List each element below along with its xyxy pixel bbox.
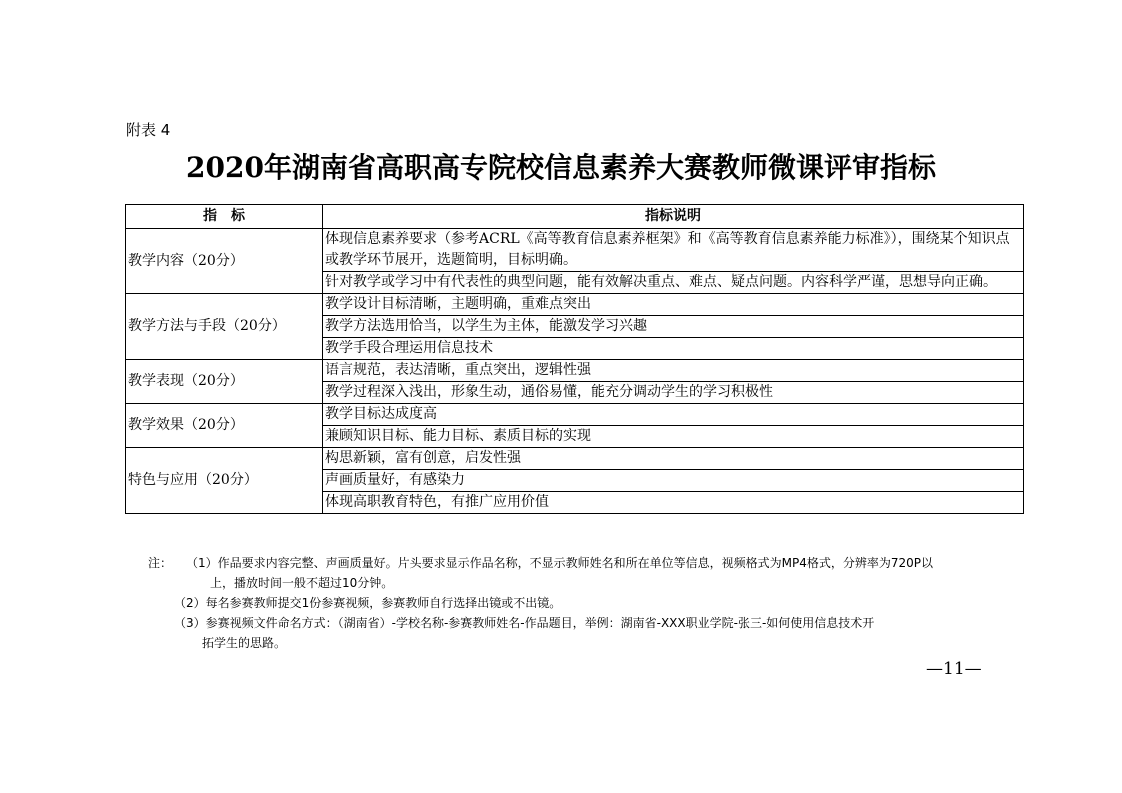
description-cell: 构思新颖，富有创意，启发性强 [323, 448, 1024, 470]
note-3-line-1: （3）参赛视频文件命名方式：（湖南省）-学校名称-参赛教师姓名-作品题目，举例：湖南省-XXX职业学院-张三-如何使用信息技术开 [174, 616, 875, 630]
note-3-line-2: 拓学生的思路。 [202, 636, 287, 650]
note-1-line-1 [148, 553, 978, 573]
table-row [126, 404, 1024, 426]
page-number: —11— [926, 659, 982, 679]
description-cell: 针对教学或学习中有代表性的典型问题，能有效解决重点、难点、疑点问题。内容科学严谨，思想导向正确。 [323, 272, 1024, 294]
note-1-text: （1）作品要求内容完整、声画质量好。片头要求显示作品名称，不显示教师姓名和所在单位等信息，视频格式为MP4格式，分辨率为720P以 [186, 556, 934, 570]
description-cell: 体现高职教育特色，有推广应用价值 [323, 492, 1024, 514]
header-description: 指标说明 [323, 205, 1024, 229]
category-cell: 教学效果（20分） [126, 404, 323, 448]
description-cell: 语言规范，表达清晰，重点突出，逻辑性强 [323, 360, 1024, 382]
note-2: （2）每名参赛教师提交1份参赛视频，参赛教师自行选择出镜或不出镜。 [174, 596, 562, 610]
table-header-row [126, 205, 1024, 229]
header-criteria: 指 标 [126, 205, 323, 229]
description-cell: 教学方法选用恰当，以学生为主体，能激发学习兴趣 [323, 316, 1024, 338]
appendix-label: 附表 4 [126, 121, 171, 139]
category-cell: 特色与应用（20分） [126, 448, 323, 514]
description-cell: 教学手段合理运用信息技术 [323, 338, 1024, 360]
description-cell: 声画质量好，有感染力 [323, 470, 1024, 492]
notes-section [148, 553, 978, 653]
note-1-line-2: 上，播放时间一般不超过10分钟。 [210, 576, 394, 590]
description-cell: 教学设计目标清晰，主题明确，重难点突出 [323, 294, 1024, 316]
category-cell: 教学内容（20分） [126, 229, 323, 294]
category-cell: 教学表现（20分） [126, 360, 323, 404]
table-row [126, 229, 1024, 272]
description-cell: 教学目标达成度高 [323, 404, 1024, 426]
notes-prefix: 注： [148, 556, 173, 570]
criteria-table [125, 204, 1024, 514]
description-cell: 兼顾知识目标、能力目标、素质目标的实现 [323, 426, 1024, 448]
description-cell: 教学过程深入浅出，形象生动，通俗易懂，能充分调动学生的学习积极性 [323, 382, 1024, 404]
table-row [126, 294, 1024, 316]
category-cell: 教学方法与手段（20分） [126, 294, 323, 360]
page-title: 2020年湖南省高职高专院校信息素养大赛教师微课评审指标 [186, 151, 936, 184]
table-row [126, 360, 1024, 382]
table-row [126, 448, 1024, 470]
description-cell: 体现信息素养要求（参考ACRL《高等教育信息素养框架》和《高等教育信息素养能力标准》），围绕某个知识点或教学环节展开，选题简明，目标明确。 [323, 229, 1024, 272]
